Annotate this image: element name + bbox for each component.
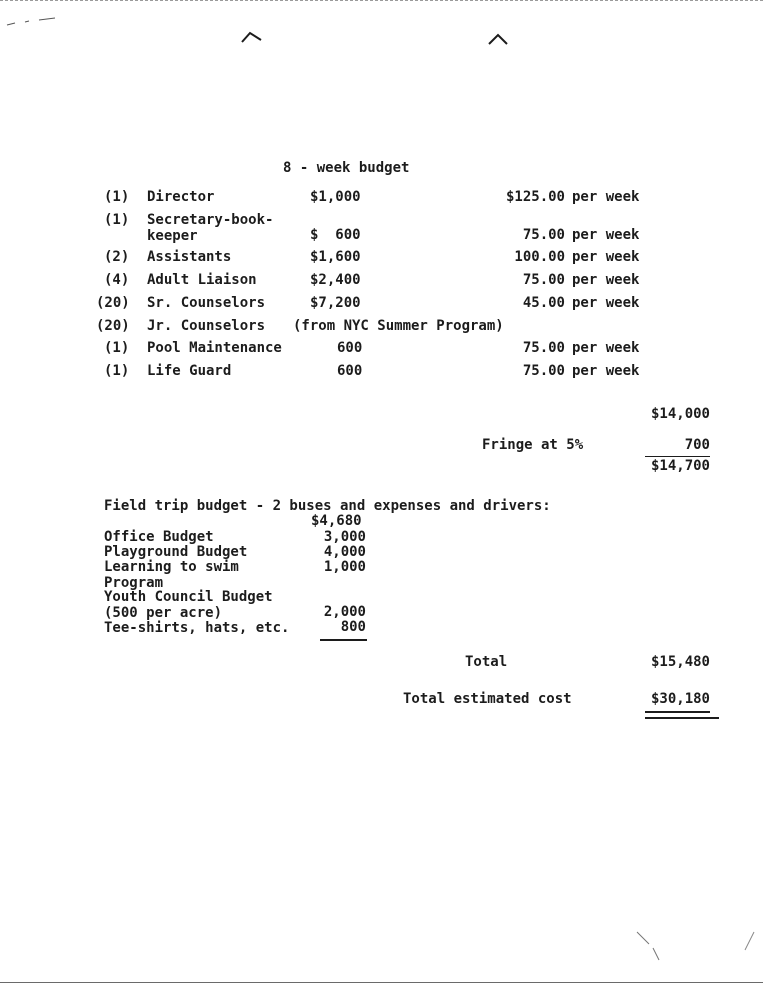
staff-unit: per week bbox=[572, 340, 640, 356]
staff-qty: (1) bbox=[104, 189, 130, 205]
grand-total-rule-1 bbox=[645, 711, 710, 713]
staff-unit: per week bbox=[572, 249, 640, 265]
scan-mark-right bbox=[487, 32, 511, 48]
scan-smudge bbox=[5, 15, 60, 29]
swim-program-label: Learning to swim Program bbox=[104, 559, 239, 591]
youth-council-amount: 2,000 bbox=[323, 604, 366, 620]
scan-speck bbox=[742, 930, 757, 955]
staff-unit: per week bbox=[572, 363, 640, 379]
staff-rate: 75.00 bbox=[522, 272, 565, 288]
playground-budget-label: Playground Budget bbox=[104, 544, 248, 560]
staff-rate: $125.00 bbox=[505, 189, 565, 205]
grand-total-label: Total estimated cost bbox=[403, 691, 572, 707]
staff-qty: (2) bbox=[104, 249, 130, 265]
staff-amount: $7,200 bbox=[310, 295, 361, 311]
staff-qty: (1) bbox=[104, 363, 130, 379]
playground-budget-amount: 4,000 bbox=[323, 544, 366, 560]
fringe-amount: 700 bbox=[684, 437, 710, 453]
items-rule bbox=[320, 639, 367, 641]
office-budget-label: Office Budget bbox=[104, 529, 214, 545]
staff-qty: (1) bbox=[104, 340, 130, 356]
top-perforation bbox=[0, 0, 763, 3]
staff-unit: per week bbox=[572, 295, 640, 311]
staff-unit: per week bbox=[572, 189, 640, 205]
staff-role: Life Guard bbox=[147, 363, 232, 379]
fringe-label: Fringe at 5% bbox=[482, 437, 584, 453]
staff-amount: $1,000 bbox=[310, 189, 361, 205]
total-amount: $15,480 bbox=[650, 654, 710, 670]
staff-amount: $ 600 bbox=[310, 227, 361, 243]
bottom-edge bbox=[0, 982, 763, 984]
staff-role: Assistants bbox=[147, 249, 232, 265]
staff-unit: per week bbox=[572, 272, 640, 288]
tee-shirts-amount: 800 bbox=[340, 619, 366, 635]
staff-subtotal: $14,000 bbox=[650, 406, 710, 422]
swim-program-amount: 1,000 bbox=[323, 559, 366, 575]
staff-role: Secretary-book- keeper bbox=[147, 212, 274, 244]
staff-qty: (4) bbox=[104, 272, 130, 288]
staff-role: Sr. Counselors bbox=[147, 295, 266, 311]
field-trip-amount: $4,680 bbox=[311, 513, 362, 529]
staff-qty: (20) bbox=[96, 295, 130, 311]
grand-total-amount: $30,180 bbox=[650, 691, 710, 707]
grand-total-rule-2 bbox=[645, 717, 719, 719]
staff-total: $14,700 bbox=[650, 458, 710, 474]
scan-speck bbox=[635, 930, 665, 965]
staff-qty: (1) bbox=[104, 212, 130, 228]
staff-rate: 45.00 bbox=[522, 295, 565, 311]
youth-council-label: Youth Council Budget (500 per acre) bbox=[104, 589, 273, 621]
staff-unit: per week bbox=[572, 227, 640, 243]
staff-rate: 75.00 bbox=[522, 363, 565, 379]
scan-mark-left bbox=[240, 30, 264, 46]
staff-amount: $2,400 bbox=[310, 272, 361, 288]
field-trip-label: Field trip budget - 2 buses and expenses and drivers: bbox=[104, 498, 551, 514]
staff-rate: 75.00 bbox=[522, 340, 565, 356]
total-label: Total bbox=[465, 654, 508, 670]
staff-role: Pool Maintenance bbox=[147, 340, 282, 356]
staff-note: (from NYC Summer Program) bbox=[293, 318, 504, 334]
staff-amount: 600 bbox=[337, 363, 363, 379]
staff-role: Jr. Counselors bbox=[147, 318, 266, 334]
staff-amount: $1,600 bbox=[310, 249, 361, 265]
staff-qty: (20) bbox=[96, 318, 130, 334]
staff-role: Adult Liaison bbox=[147, 272, 257, 288]
staff-rate: 75.00 bbox=[522, 227, 565, 243]
staff-rate: 100.00 bbox=[514, 249, 565, 265]
staff-amount: 600 bbox=[337, 340, 363, 356]
page-title: 8 - week budget bbox=[283, 160, 410, 176]
staff-role: Director bbox=[147, 189, 215, 205]
tee-shirts-label: Tee-shirts, hats, etc. bbox=[104, 620, 290, 636]
office-budget-amount: 3,000 bbox=[323, 529, 366, 545]
subtotal-rule bbox=[645, 456, 710, 457]
